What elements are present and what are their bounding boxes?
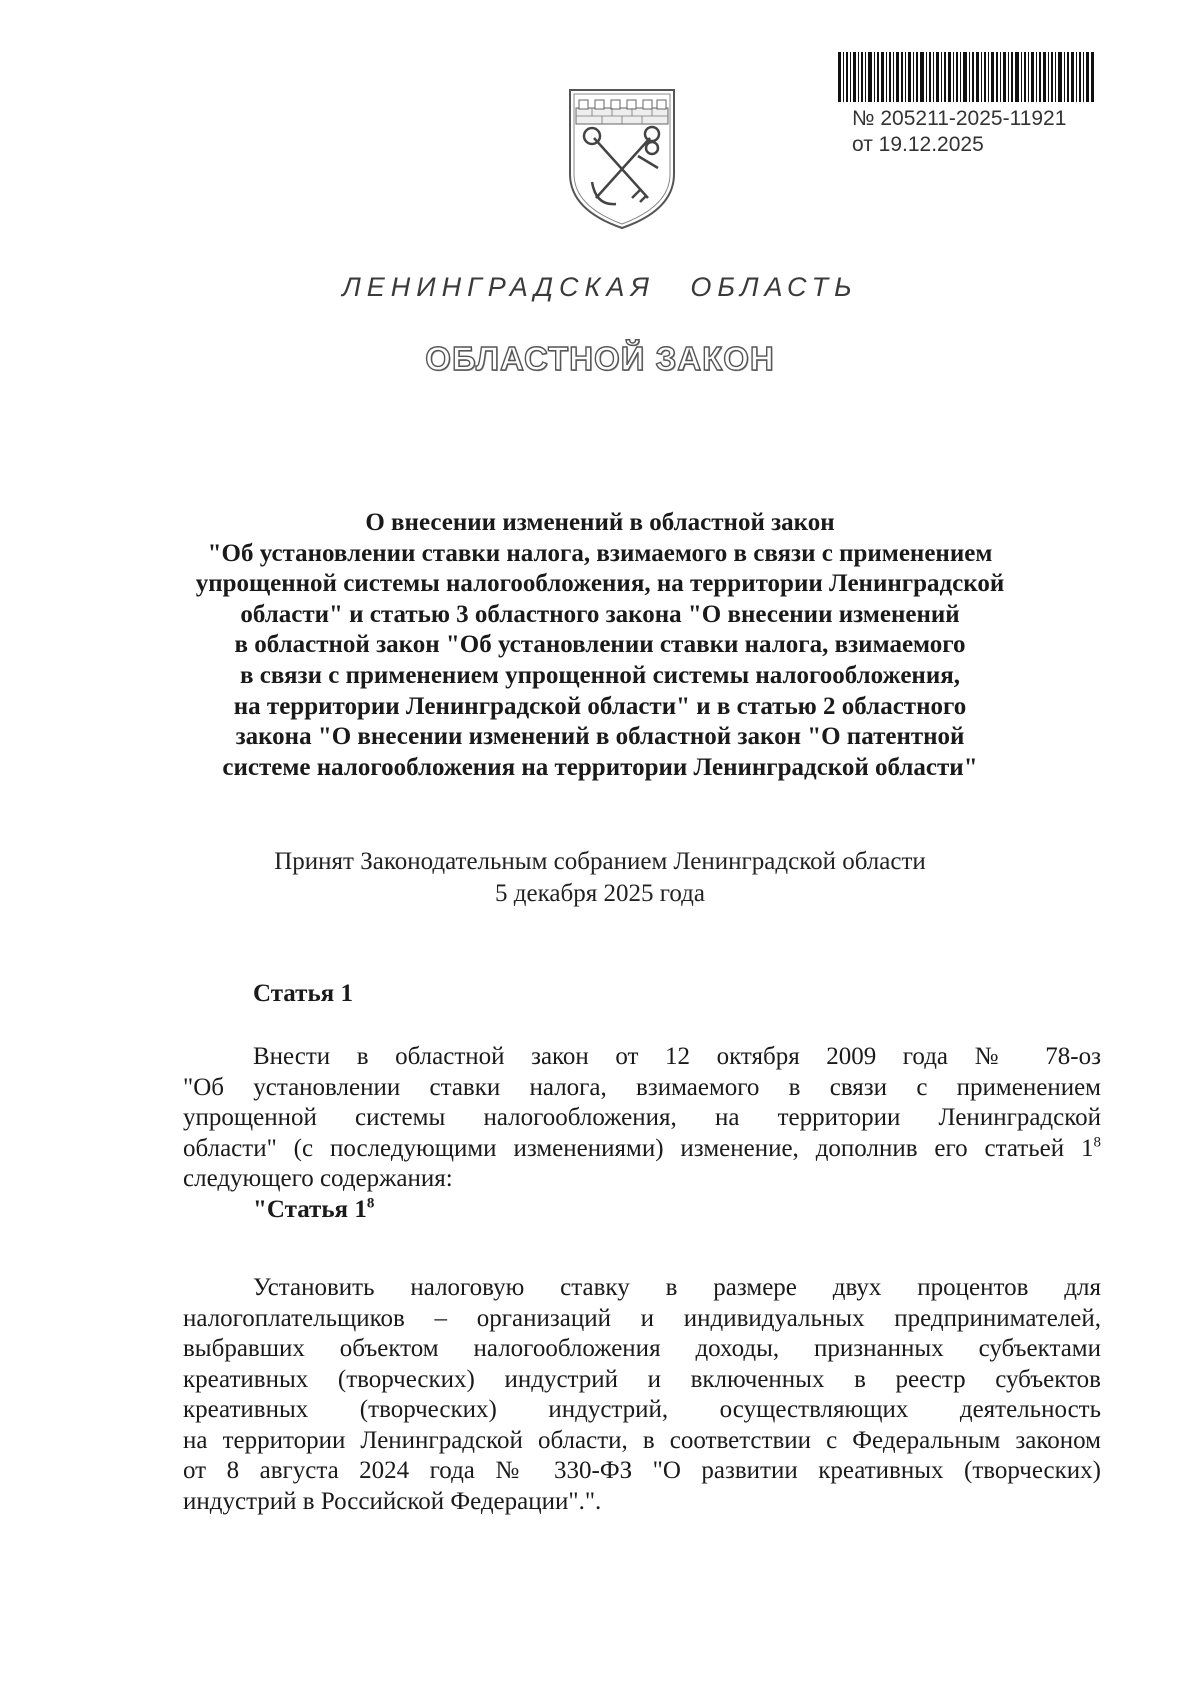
title-line: системе налогообложения на территории Ленинградской области": [222, 753, 978, 781]
title-line: упрощенной системы налогообложения, на территории Ленинградской: [195, 570, 1005, 598]
registration-date: от 19.12.2025: [852, 133, 984, 156]
paragraph-line: следующего содержания:: [183, 1165, 453, 1192]
paragraph-line: налогоплательщиков – организаций и индивидуальных предпринимателей,: [183, 1304, 1101, 1332]
title-line: закона "О внесении изменений в областной закон "О патентной: [235, 723, 965, 751]
article-1-paragraph: [183, 1042, 1101, 1195]
title-line: на территории Ленинградской области" и в статью 2 областного: [233, 692, 967, 720]
quoted-article-paragraph: [183, 1273, 1101, 1517]
quoted-article-heading: "Статья $1^8$: [253, 1195, 375, 1223]
title-line: области" и статью 3 областного закона "О внесении изменений: [240, 600, 960, 628]
registration-number: № 205211-2025-11921: [852, 107, 1067, 130]
paragraph-line: на территории Ленинградской области, в соответствии с Федеральным законом: [183, 1426, 1101, 1454]
region-name: ЛЕНИНГРАДСКАЯ ОБЛАСТЬ: [342, 272, 858, 302]
adoption-date: 5 декабря 2025 года: [495, 880, 705, 907]
superscript: 8: [1093, 1134, 1101, 1151]
paragraph-line: Установить налоговую ставку в размере двух процентов для: [253, 1274, 1101, 1301]
law-type-heading: ОБЛАСТНОЙ ЗАКОН: [425, 340, 775, 377]
paragraph-line: креативных (творческих) индустрий и включенных в реестр субъектов: [183, 1365, 1101, 1393]
paragraph-line: индустрий в Российской Федерации".".: [183, 1487, 602, 1515]
paragraph-line: Внести в областной закон от 12 октября 2009 года № 78-оз: [253, 1043, 1101, 1070]
superscript: 8: [366, 1195, 375, 1212]
registration-stamp: [852, 106, 1152, 158]
adoption-body: Принят Законодательным собранием Ленинградской области: [274, 848, 926, 875]
leningrad-oblast-coat-of-arms-icon: [562, 82, 682, 232]
paragraph-line: области" (с последующими изменениями) изменение, дополнив его статьей $1^8$: [183, 1134, 1101, 1162]
law-title: [150, 508, 1050, 783]
paragraph-line: упрощенной системы налогообложения, на территории Ленинградской: [183, 1104, 1101, 1131]
title-line: О внесении изменений в областной закон: [365, 509, 835, 536]
barcode-icon: [838, 52, 1094, 102]
paragraph-line: от 8 августа 2024 года № 330-ФЗ "О развитии креативных (творческих): [183, 1457, 1101, 1484]
paragraph-line: выбравших объектом налогообложения доходы, признанных субъектами: [183, 1335, 1101, 1362]
article-1-heading: Статья 1: [253, 980, 353, 1007]
title-line: в областной закон "Об установлении ставки налога, взимаемого: [234, 631, 966, 659]
paragraph-line: креативных (творческих) индустрий, осуществляющих деятельность: [183, 1396, 1101, 1423]
adoption-note: [150, 846, 1050, 910]
paragraph-line: "Об установлении ставки налога, взимаемого в связи с применением: [183, 1073, 1101, 1101]
title-line: "Об установлении ставки налога, взимаемого в связи с применением: [207, 539, 993, 567]
title-line: в связи с применением упрощенной системы налогообложения,: [240, 661, 960, 689]
